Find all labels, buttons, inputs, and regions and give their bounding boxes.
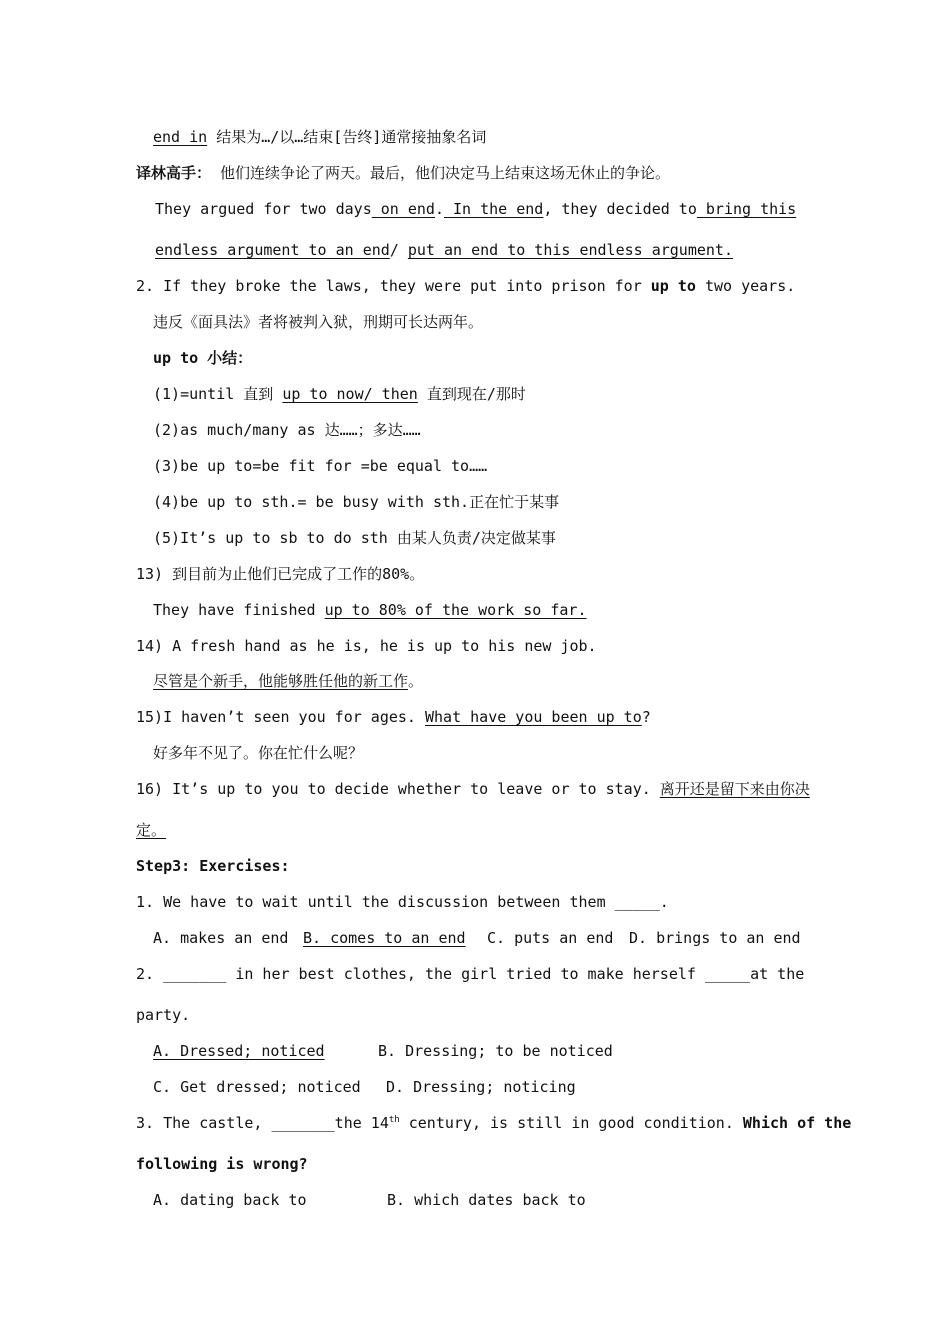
ex3-superscript: th <box>388 1115 400 1125</box>
item2-up-to: up to <box>650 277 696 295</box>
yilin-label: 译林高手： <box>136 164 212 182</box>
exercise-2-question-line-1: 2. _______ in her best clothes, the girl tried to make herself _____at the <box>136 965 805 983</box>
ex14-answer-end: 。 <box>408 672 424 690</box>
tr1-in-the-end: In the end <box>444 200 544 218</box>
example-13-question: 13) 到目前为止他们已完成了工作的80%。 <box>136 565 425 583</box>
exercise-3-question-line-1 <box>136 1113 851 1133</box>
translation-line-2 <box>155 240 733 260</box>
tr1-bring-this: bring this <box>696 200 797 218</box>
exercise-3-option-b: B. which dates back to <box>387 1191 586 1209</box>
exercise-1-option-d: D. brings to an end <box>629 929 801 947</box>
ex3-text-b: century, is still in good condition. <box>399 1114 743 1132</box>
example-15-question <box>136 707 651 727</box>
summary-item-3: (3)be up to=be fit for =be equal to…… <box>153 457 488 475</box>
summary-item-5: (5)It’s up to sb to do sth 由某人负责/决定做某事 <box>153 529 556 547</box>
summary-1-underlined: up to now/ then <box>282 385 418 403</box>
item-2-translation: 违反《面具法》者将被判入狱，刑期可长达两年。 <box>153 313 484 331</box>
end-in-line <box>153 127 486 147</box>
tr2-text-a: endless argument to an end <box>155 241 390 259</box>
ex3-bold-1: Which of the <box>742 1114 852 1132</box>
exercise-2-option-a: A. Dressed; noticed <box>153 1042 325 1060</box>
ex13-answer-prefix: They have finished <box>153 601 325 619</box>
ex3-text-a: 3. The castle, _______the 14 <box>136 1114 389 1132</box>
tr1-on-end: on end <box>371 200 435 218</box>
tr1-text-c: . <box>434 200 444 218</box>
example-14-question: 14) A fresh hand as he is, he is up to his new job. <box>136 637 597 655</box>
tr1-text-a: They argued for two days <box>155 200 372 218</box>
summary-item-4: (4)be up to sth.= be busy with sth.正在忙于某事 <box>153 493 560 511</box>
example-16-line-2 <box>136 820 166 840</box>
example-14-answer <box>153 671 423 691</box>
item-2-sentence <box>136 276 795 296</box>
end-in-term: end in <box>153 128 208 146</box>
ex15-question-underlined: What have you been up to <box>424 708 642 726</box>
yilin-line <box>136 163 670 183</box>
exercise-2-option-c: C. Get dressed; noticed <box>153 1078 361 1096</box>
item2-text-b: two years. <box>695 277 796 295</box>
summary-1-text-b: 直到现在/那时 <box>417 385 526 403</box>
exercise-2-question-line-2: party. <box>136 1006 191 1024</box>
tr1-text-e: , they decided to <box>543 200 697 218</box>
step3-title: Step3: Exercises: <box>136 857 290 875</box>
summary-item-2: (2)as much/many as 达……；多达…… <box>153 421 421 439</box>
item2-text-a: 2. If they broke the laws, they were put into prison for <box>136 277 651 295</box>
exercise-2-option-b: B. Dressing; to be noticed <box>378 1042 613 1060</box>
yilin-text: 他们连续争论了两天。最后，他们决定马上结束这场无休止的争论。 <box>211 164 671 182</box>
exercise-1-option-b: B. comes to an end <box>303 929 466 947</box>
exercise-2-option-d: D. Dressing; noticing <box>386 1078 576 1096</box>
exercise-1-question: 1. We have to wait until the discussion between them _____. <box>136 893 669 911</box>
example-15-answer: 好多年不见了。你在忙什么呢？ <box>153 744 364 762</box>
summary-1-text-a: (1)=until 直到 <box>153 385 283 403</box>
ex16-question-prefix: 16) It’s up to you to decide whether to leave or to stay. <box>136 780 660 798</box>
ex15-question-end: ? <box>641 708 651 726</box>
example-16-line-1 <box>136 779 810 799</box>
example-13-answer <box>153 600 587 620</box>
ex13-answer-underlined: up to 80% of the work so far. <box>324 601 587 619</box>
tr2-text-c: put an end to this endless argument. <box>407 241 733 259</box>
translation-line-1 <box>155 199 796 219</box>
summary-item-1 <box>153 384 526 404</box>
ex14-answer-underlined: 尽管是个新手，他能够胜任他的新工作 <box>153 672 409 690</box>
ex16-answer-underlined-1: 离开还是留下来由你决 <box>659 780 810 798</box>
exercise-3-question-line-2: following is wrong? <box>136 1155 308 1173</box>
tr2-slash: / <box>389 241 408 259</box>
up-to-summary-title: up to 小结： <box>153 349 253 367</box>
end-in-explanation: 结果为…/以…结束[告终]通常接抽象名词 <box>207 128 487 146</box>
ex15-question-prefix: 15)I haven’t seen you for ages. <box>136 708 425 726</box>
exercise-3-option-a: A. dating back to <box>153 1191 307 1209</box>
exercise-1-option-a: A. makes an end <box>153 929 289 947</box>
exercise-1-option-c: C. puts an end <box>487 929 614 947</box>
ex16-answer-underlined-2: 定。 <box>136 821 167 839</box>
